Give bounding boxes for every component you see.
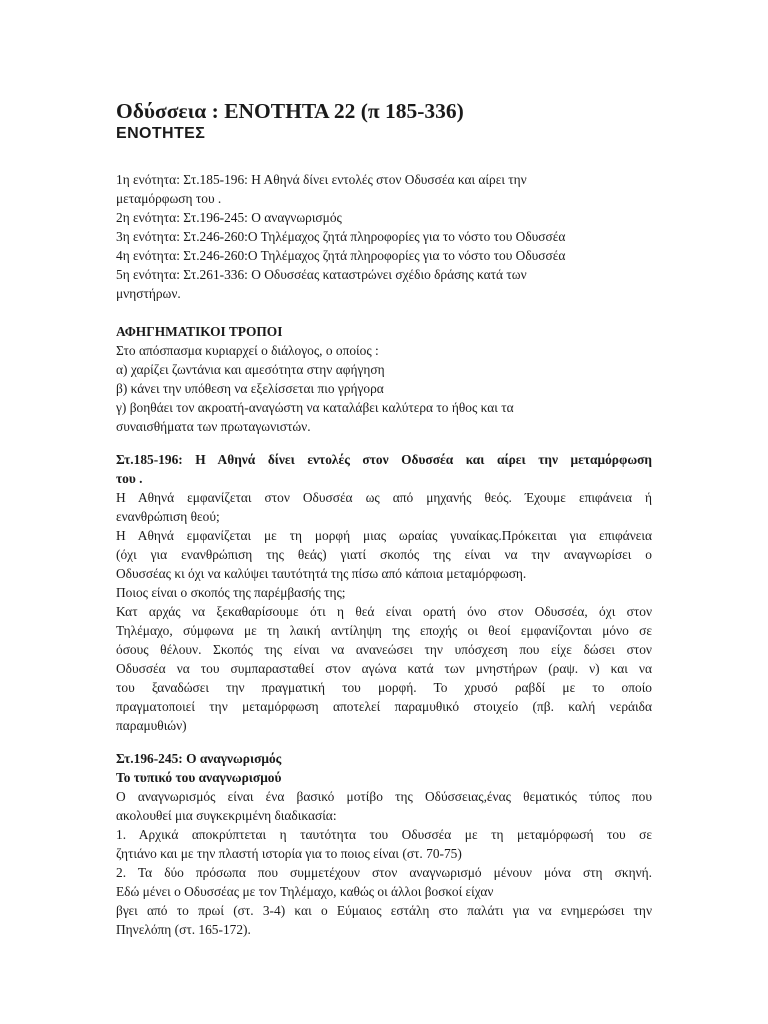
document-title: Οδύσσεια : ΕΝΟΤΗΤΑ 22 (π 185-336) xyxy=(116,99,464,123)
body-text-line: Κατ αρχάς να ξεκαθαρίσουμε ότι η θεά είναι ορατή όνο στον Οδυσσέα, όχι στον xyxy=(116,604,652,619)
document-subtitle: ΕΝΟΤΗΤΕΣ xyxy=(116,125,206,142)
body-text-line: όσους θέλουν. Σκοπός της είναι να ανανεώσει την υπόσχεση που είχε δώσει στον xyxy=(116,642,652,657)
narrative-line: συναισθήματα των πρωταγωνιστών. xyxy=(116,419,311,434)
sections-list-line: 1η ενότητα: Στ.185-196: Η Αθηνά δίνει εντολές στον Οδυσσέα και αίρει την xyxy=(116,172,527,187)
sections-list-line: 3η ενότητα: Στ.246-260:Ο Τηλέμαχος ζητά πληροφορίες για το νόστο του Οδυσσέα xyxy=(116,229,566,244)
section-body xyxy=(116,787,652,939)
body-text-line: Εδώ μένει ο Οδυσσέας με τον Τηλέμαχο, καθώς οι άλλοι βοσκοί είχαν xyxy=(116,884,494,899)
section-heading-continued: του . xyxy=(116,471,143,486)
document-page xyxy=(116,98,652,939)
body-text-line: ενανθρώπιση θεού; xyxy=(116,509,220,524)
sections-list-line: μνηστήρων. xyxy=(116,286,181,301)
spacer xyxy=(116,735,652,749)
section-subheading: Το τυπικό του αναγνωρισμού xyxy=(116,770,282,785)
section-heading: Στ.196-245: Ο αναγνωρισμός xyxy=(116,751,282,766)
sections-list-line: 2η ενότητα: Στ.196-245: Ο αναγνωρισμός xyxy=(116,210,342,225)
narrative-line: α) χαρίζει ζωντάνια και αμεσότητα στην αφήγηση xyxy=(116,362,385,377)
sections-list-line: 4η ενότητα: Στ.246-260:Ο Τηλέμαχος ζητά πληροφορίες για το νόστο του Οδυσσέα xyxy=(116,248,566,263)
body-text-line: παραμυθιών) xyxy=(116,718,187,733)
narrative-section xyxy=(116,322,652,436)
body-text-line: Τηλέμαχο, σύμφωνα με τη λαική αντίληψη της εποχής οι θεοί εμφανίζονται μόνο σε xyxy=(116,623,652,638)
body-text-line: Η Αθηνά εμφανίζεται με τη μορφή μιας ωραίας γυναίκας.Πρόκειται για επιφάνεια xyxy=(116,528,652,543)
body-text-line: Πηνελόπη (στ. 165-172). xyxy=(116,922,251,937)
body-text-line: 1. Αρχικά αποκρύπτεται η ταυτότητα του Οδυσσέα με τη μεταμόρφωσή του σε xyxy=(116,827,652,842)
spacer xyxy=(116,303,652,322)
narrative-heading: ΑΦΗΓΗΜΑΤΙΚΟΙ ΤΡΟΠΟΙ xyxy=(116,324,283,339)
body-text-line: Οδυσσέα να του συμπαρασταθεί στον αγώνα κατά των μνηστήρων (ραψ. ν) και να xyxy=(116,661,652,676)
body-text-line: ζητιάνο και με την πλαστή ιστορία για το ποιος είναι (στ. 70-75) xyxy=(116,846,462,861)
spacer xyxy=(116,436,652,450)
section-185-196 xyxy=(116,450,652,735)
body-text-line: ακολουθεί μια συγκεκριμένη διαδικασία: xyxy=(116,808,337,823)
narrative-line: Στο απόσπασμα κυριαρχεί ο διάλογος, ο οποίος : xyxy=(116,343,379,358)
body-text-line: πραγματοποιεί την μεταμόρφωση αποτελεί παραμυθικό στοιχείο (πβ. καλή νεράιδα xyxy=(116,699,652,714)
sections-list-line: 5η ενότητα: Στ.261-336: Ο Οδυσσέας καταστρώνει σχέδιο δράσης κατά των xyxy=(116,267,527,282)
body-text-line: Ποιος είναι ο σκοπός της παρέμβασής της; xyxy=(116,585,346,600)
body-text-line: Η Αθηνά εμφανίζεται στον Οδυσσέα ως από μηχανής θεός. Έχουμε επιφάνεια ή xyxy=(116,490,652,505)
body-text-line: (όχι για ενανθρώπιση της θεάς) γιατί σκοπός της είναι να την αναγνωρίσει ο xyxy=(116,547,652,562)
body-text-line: του ξαναδώσει την πραγματική του μορφή. Το χρυσό ραβδί με το οποίο xyxy=(116,680,652,695)
section-body xyxy=(116,488,652,735)
narrative-line: γ) βοηθάει τον ακροατή-αναγώστη να καταλάβει καλύτερα το ήθος και τα xyxy=(116,400,514,415)
body-text-line: Ο αναγνωρισμός είναι ένα βασικό μοτίβο της Οδύσσειας,ένας θεματικός τύπος που xyxy=(116,789,652,804)
section-196-245 xyxy=(116,749,652,939)
body-text-line: 2. Τα δύο πρόσωπα που συμμετέχουν στον αναγνωρισμό μένουν μόνα στη σκηνή. xyxy=(116,865,652,880)
section-heading: Στ.185-196: Η Αθηνά δίνει εντολές στον Οδυσσέα και αίρει την μεταμόρφωση xyxy=(116,452,652,467)
sections-list xyxy=(116,170,652,303)
narrative-line: β) κάνει την υπόθεση να εξελίσσεται πιο γρήγορα xyxy=(116,381,384,396)
body-text-line: βγει από το πρωί (στ. 3-4) και ο Εύμαιος εστάλη στο παλάτι για να ενημερώσει την xyxy=(116,903,652,918)
body-text-line: Οδυσσέας κι όχι να καλύψει ταυτότητά της πίσω από κάποια μεταμόρφωση. xyxy=(116,566,527,581)
sections-list-line: μεταμόρφωση του . xyxy=(116,191,222,206)
